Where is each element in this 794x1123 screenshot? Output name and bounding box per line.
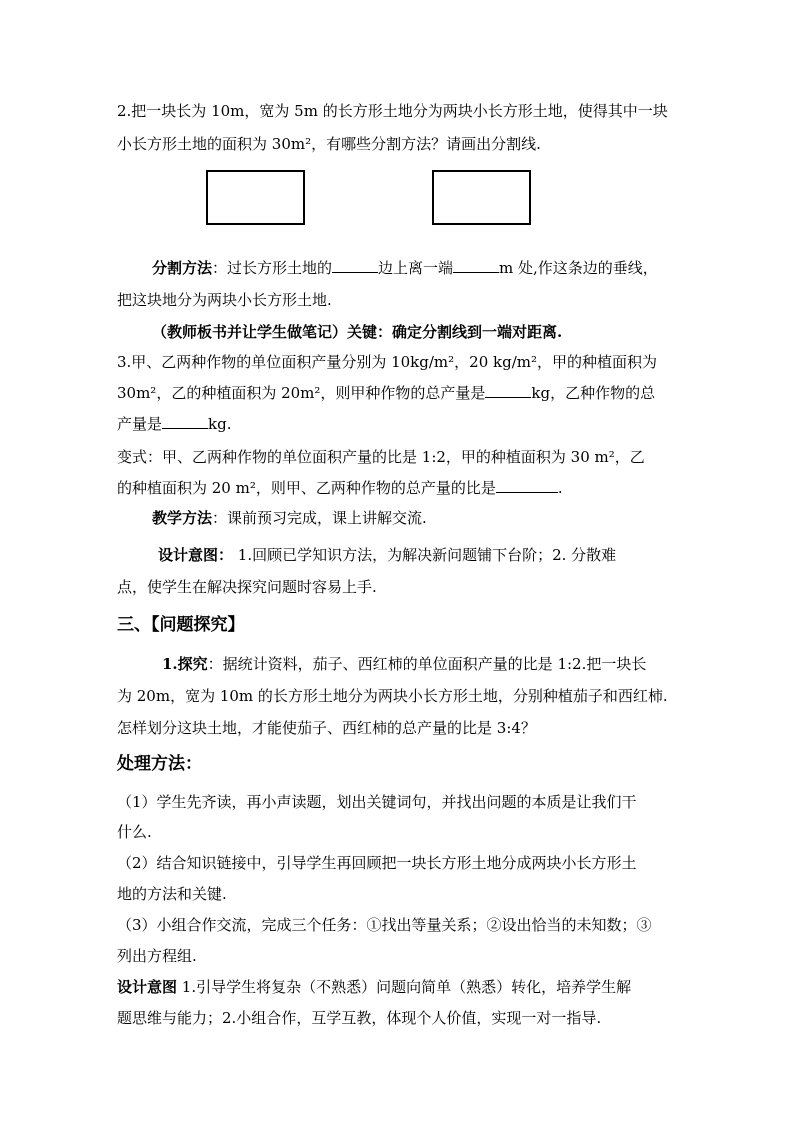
q3-line-3a: 产量是: [117, 415, 163, 433]
teaching-method: [152, 508, 427, 528]
q3-line-2b: kg，乙种作物的总: [531, 384, 656, 402]
q3-line-2a: 30m²，乙的种植面积为 20m²，则甲种作物的总产量是: [117, 384, 486, 402]
method-text-b: 边上离一端: [378, 259, 454, 277]
blank-edge: [332, 258, 378, 273]
blank-yi-total: [162, 414, 208, 429]
blank-jia-total: [485, 383, 531, 398]
explore-line-2: 为 20m，宽为 10m 的长方形土地分为两块小长方形土地，分别种植茄子和西红柿.: [117, 687, 668, 705]
q3-line-3: [117, 414, 231, 434]
step-1-line-2: 什么.: [117, 823, 152, 841]
section-title-problem-exploration: 三、【问题探究】: [117, 615, 245, 635]
variant-line-2a: 的种植面积为 20 m²，则甲、乙两种作物的总产量的比是: [117, 479, 496, 497]
variant-line-2b: .: [557, 479, 563, 497]
step-2-line-1: （2）结合知识链接中，引导学生再回顾把一块长方形土地分成两块小长方形土: [117, 854, 637, 872]
method-line-1: [152, 258, 658, 278]
q3-line-3b: kg.: [208, 415, 232, 433]
design1-text: 1.回顾已学知识方法，为解决新问题铺下台阶；2. 分散难: [233, 546, 617, 564]
step-3-line-1: （3）小组合作交流，完成三个任务：①找出等量关系；②设出恰当的未知数；③: [117, 916, 652, 934]
teaching-method-text: ：课前预习完成，课上讲解交流.: [212, 509, 427, 527]
q3-line-2: [117, 383, 655, 403]
process-title: 处理方法：: [117, 754, 202, 774]
explore-line-3: 怎样划分这块土地，才能使茄子、西红柿的总产量的比是 3:4？: [117, 719, 536, 737]
rectangle-diagram-right: [432, 170, 531, 225]
blank-ratio: [496, 478, 558, 493]
teacher-note: （教师板书并让学生做笔记）关键：确定分割线到一端对距离.: [152, 323, 563, 341]
teaching-method-label: 教学方法: [152, 509, 213, 527]
design1-label: 设计意图：: [158, 546, 234, 564]
rectangle-diagram-left: [206, 170, 305, 225]
explore-label: 1.探究: [162, 655, 208, 673]
variant-line-2: [117, 478, 563, 498]
method-text-c: m 处,作这条边的垂线，: [499, 259, 658, 277]
design2-line-1: [117, 977, 631, 997]
design2-text: 1.引导学生将复杂（不熟悉）问题向简单（熟悉）转化，培养学生解: [177, 978, 632, 996]
blank-distance: [453, 258, 499, 273]
q2-line-1: 2.把一块长为 10m，宽为 5m 的长方形土地分为两块小长方形土地，使得其中一块: [117, 102, 668, 120]
design1-line-2: 点，使学生在解决探究问题时容易上手.: [117, 578, 377, 596]
step-3-line-2: 列出方程组.: [117, 947, 197, 965]
design2-label: 设计意图: [117, 978, 178, 996]
explore-text: ：据统计资料，茄子、西红柿的单位面积产量的比是 1:2.把一块长: [207, 655, 647, 673]
step-1-line-1: （1）学生先齐读，再小声读题，划出关键词句，并找出问题的本质是让我们干: [117, 793, 637, 811]
step-2-line-2: 地的方法和关键.: [117, 885, 227, 903]
explore-line-1: [162, 654, 646, 674]
design2-line-2: 题思维与能力；2.小组合作，互学互教，体现个人价值，实现一对一指导.: [117, 1009, 602, 1027]
method-text-a: ：过长方形土地的: [212, 259, 333, 277]
method-line-2: 把这块地分为两块小长方形土地.: [117, 291, 332, 309]
method-label: 分割方法: [152, 259, 213, 277]
q2-line-2: 小长方形土地的面积为 30m²，有哪些分割方法？请画出分割线.: [117, 135, 541, 153]
design1-line-1: [158, 545, 616, 565]
variant-line-1: 变式：甲、乙两种作物的单位面积产量的比是 1:2，甲的种植面积为 30 m²，乙: [117, 448, 645, 466]
q3-line-1: 3.甲、乙两种作物的单位面积产量分别为 10kg/m²，20 kg/m²，甲的种植面积为: [117, 353, 657, 371]
